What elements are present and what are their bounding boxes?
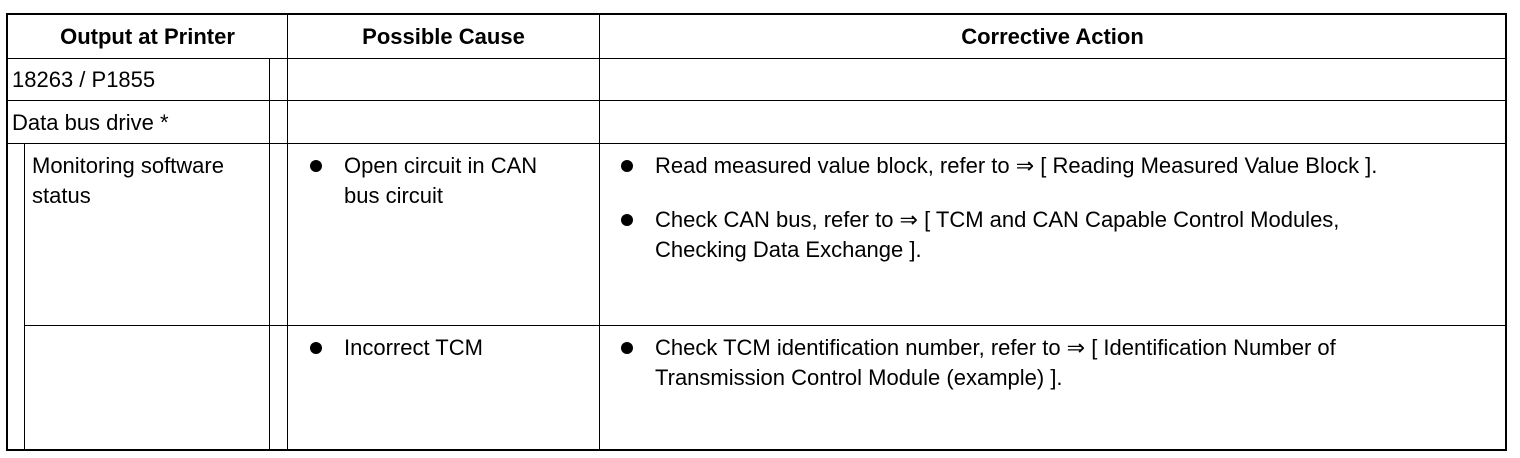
- output-line: status: [32, 183, 91, 208]
- action-line: Check TCM identification number, refer to ⇒ [ Identification Number of: [655, 335, 1336, 360]
- row-divider-1: [8, 100, 1505, 101]
- action-text: [655, 205, 1339, 265]
- action-line: Check CAN bus, refer to ⇒ [ TCM and CAN Capable Control Modules,: [655, 207, 1340, 232]
- col-divider-cause: [599, 15, 600, 451]
- header-output-at-printer: Output at Printer: [60, 24, 235, 49]
- bullet-icon: [621, 342, 633, 354]
- col-divider-output: [287, 15, 288, 451]
- action-line: Transmission Control Module (example) ].: [655, 365, 1063, 390]
- action-line: Read measured value block, refer to ⇒ [ Reading Measured Value Block ].: [655, 153, 1378, 178]
- indent-divider: [24, 143, 25, 451]
- bullet-icon: [310, 342, 322, 354]
- bullet-icon: [621, 160, 633, 172]
- action-text: [655, 151, 1377, 181]
- header-possible-cause: Possible Cause: [362, 24, 525, 49]
- bullet-icon: [621, 214, 633, 226]
- cause-line: bus circuit: [344, 183, 444, 208]
- action-text: [655, 333, 1336, 393]
- fault-group: Data bus drive *: [12, 110, 169, 135]
- col-divider-output-inner: [269, 58, 270, 451]
- cause-line: Incorrect TCM: [344, 335, 483, 360]
- output-line: Monitoring software: [32, 153, 224, 178]
- action-line: Checking Data Exchange ].: [655, 237, 922, 262]
- diagnostic-table: [6, 13, 1507, 451]
- cause-text: [344, 151, 537, 211]
- cause-line: Open circuit in CAN: [344, 153, 538, 178]
- bullet-icon: [310, 160, 322, 172]
- cause-text: [344, 333, 483, 363]
- header-corrective-action: Corrective Action: [961, 24, 1144, 49]
- row-divider-3: [24, 325, 1505, 326]
- row-divider-2: [8, 143, 1505, 144]
- fault-code: 18263 / P1855: [12, 67, 156, 92]
